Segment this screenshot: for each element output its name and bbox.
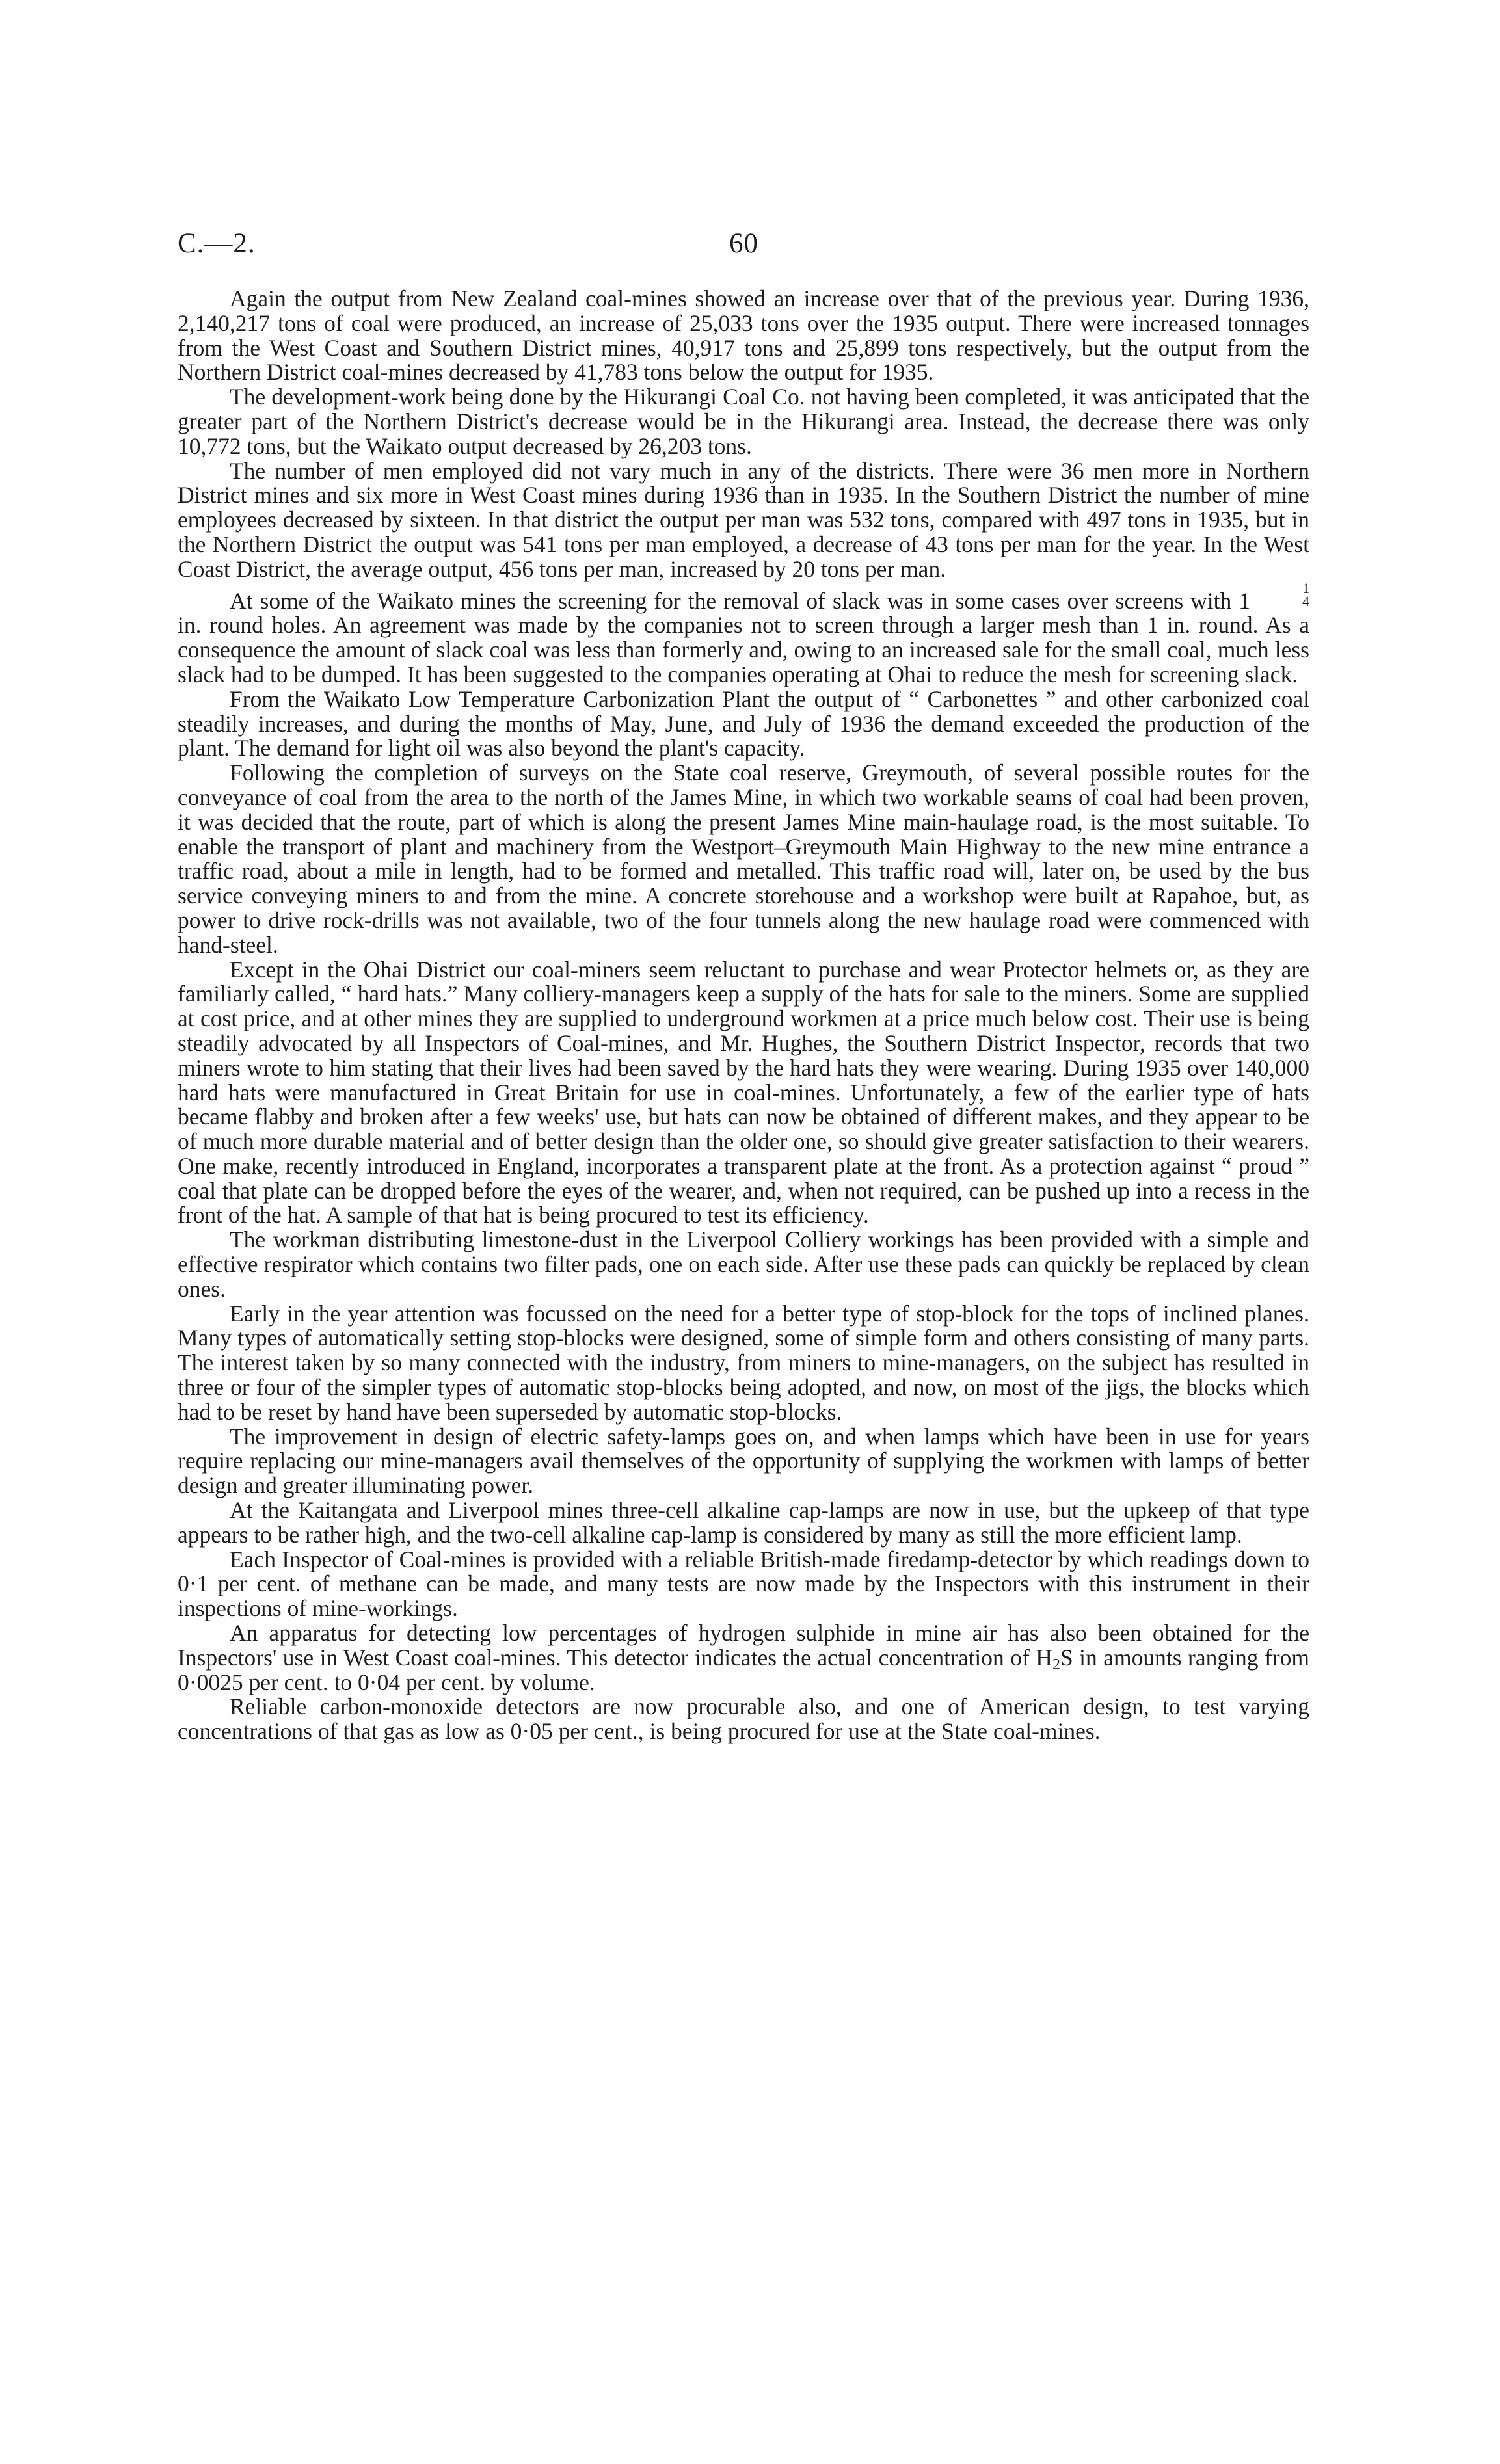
paragraph-coal-output: Again the output from New Zealand coal-mines showed an increase over that of the previous year. During 1936, 2,140,217 tons of coal were produced, an increase of 25,033 tons over the 1935 output. There were increased tonnages from the West Coast and Southern District mines, 40,917 tons and 25,899 tons respectively, but the output from the Northern District coal-mines decreased by 41,783 tons below the output for 1935. [178, 285, 1309, 386]
paragraph-stop-blocks: Early in the year attention was focussed on the need for a better type of stop-block for the tops of inclined planes. Many types of automatically setting stop-blocks were designed, some of simple form and others consisting of many parts. The interest taken by so many connected with the industry, from miners to mine-managers, on the subject has resulted in three or four of the simpler types of automatic stop-blocks being adopted, and now, on most of the jigs, the blocks which had to be reset by hand have been superseded by automatic stop-blocks. [178, 1300, 1309, 1425]
subscript-two: 2 [1052, 1656, 1060, 1673]
fraction-numerator: 1 [1302, 579, 1309, 596]
paragraph-h2s-part-a: An apparatus for detecting low percentages of hydrogen sulphide in mine air has also been obtained for the Inspectors' use in West Coast coal-mines. This detector indicates the actual concentration of H [178, 1620, 1309, 1671]
paragraph-carbon-monoxide: Reliable carbon-monoxide detectors are now procurable also, and one of American design, to test varying concentrations of that gas as low as 0·05 per cent., is being procured for use at the State coal-mines. [178, 1693, 1309, 1745]
paragraph-state-coal-reserve: Following the completion of surveys on the State coal reserve, Greymouth, of several possible routes for the conveyance of coal from the area to the north of the James Mine, in which two workable seams of coal had been proven, it was decided that the route, part of which is along the present James Mine main-haulage road, is the most suitable. To enable the transport of plant and machinery from the Westport–Greymouth Main Highway to the new mine entrance a traffic road, about a mile in length, had to be formed and metalled. This traffic road will, later on, be used by the bus service conveying miners to and from the mine. A concrete storehouse and a workshop were built at Rapahoe, but, as power to drive rock-drills was not available, two of the four tunnels along the new haulage road were commenced with hand-steel. [178, 760, 1309, 958]
fraction-denominator: 4 [1302, 592, 1309, 609]
paragraph-cap-lamps: At the Kaitangata and Liverpool mines three-cell alkaline cap-lamps are now in use, but the upkeep of that type appears to be rather high, and the two-cell alkaline cap-lamp is considered by many as still the more efficient lamp. [178, 1497, 1309, 1548]
page-header [178, 228, 1309, 267]
paragraph-employment: The number of men employed did not vary much in any of the districts. There were 36 men more in Northern District mines and six more in West Coast mines during 1936 than in 1935. In the Southern District the number of mine employees decreased by sixteen. In that district the output per man was 532 tons, compared with 497 tons in 1935, but in the Northern District the output was 541 tons per man employed, a decrease of 43 tons per man for the year. In the West Coast District, the average output, 456 tons per man, increased by 20 tons per man. [178, 457, 1309, 582]
paragraph-safety-lamps: The improvement in design of electric safety-lamps goes on, and when lamps which have been in use for years require replacing our mine-managers avail themselves of the opportunity of supplying the workmen with lamps of better design and greater illuminating power. [178, 1423, 1309, 1499]
paragraph-screening [178, 579, 1309, 687]
paragraph-screening-part-a: At some of the Waikato mines the screening for the removal of slack was in some cases over screens with 1 [230, 587, 1250, 614]
paragraph-h2s-part-b: S in amounts ranging from 0·0025 per cent. to 0·04 per cent. by volume. [178, 1644, 1309, 1695]
fraction-quarter [1250, 579, 1309, 609]
paragraph-respirator: The workman distributing limestone-dust in the Liverpool Colliery workings has been provided with a simple and effective respirator which contains two filter pads, one on each side. After use these pads can quickly be replaced by clean ones. [178, 1226, 1309, 1302]
body-text [178, 287, 1309, 1744]
paragraph-carbonization: From the Waikato Low Temperature Carbonization Plant the output of “ Carbonettes ” and other carbonized coal steadily increases, and during the months of May, June, and July of 1936 the demand exceeded the production of the plant. The demand for light oil was also beyond the plant's capacity. [178, 685, 1309, 762]
paragraph-screening-part-b: in. round holes. An agreement was made by the companies not to screen through a larger mesh than 1 in. round. As a consequence the amount of slack coal was less than formerly and, owing to an increased sale for the small coal, much less slack had to be dumped. It has been suggested to the companies operating at Ohai to reduce the mesh for screening slack. [178, 612, 1309, 687]
paragraph-hard-hats: Except in the Ohai District our coal-miners seem reluctant to purchase and wear Protector helmets or, as they are familiarly called, “ hard hats.” Many colliery-managers keep a supply of the hats for sale to the miners. Some are supplied at cost price, and at other mines they are supplied to underground workmen at a price much below cost. Their use is being steadily advocated by all Inspectors of Coal-mines, and Mr. Hughes, the Southern District Inspector, records that two miners wrote to him stating that their lives had been saved by the hard hats they were wearing. During 1935 over 140,000 hard hats were manufactured in Great Britain for use in coal-mines. Unfortunately, a few of the earlier type of hats became flabby and broken after a few weeks' use, but hats can now be obtained of different makes, and they appear to be of much more durable material and of better design than the older one, so should give greater satisfaction to their wearers. One make, recently introduced in England, incorporates a transparent plate at the front. As a protection against “ proud ” coal that plate can be dropped before the eyes of the wearer, and, when not required, can be pushed up into a recess in the front of the hat. A sample of that hat is being procured to test its efficiency. [178, 956, 1309, 1228]
paragraph-firedamp-detector: Each Inspector of Coal-mines is provided with a reliable British-made firedamp-detector by which readings down to 0·1 per cent. of methane can be made, and many tests are now made by the Inspectors with this instrument in their inspections of mine-workings. [178, 1546, 1309, 1622]
document-reference: C.—2. [178, 228, 256, 259]
paragraph-hydrogen-sulphide [178, 1621, 1309, 1695]
page-number: 60 [729, 228, 758, 259]
paragraph-hikurangi: The development-work being done by the Hikurangi Coal Co. not having been completed, it was anticipated that the greater part of the Northern District's decrease would be in the Hikurangi area. Instead, the decrease there was only 10,772 tons, but the Waikato output decreased by 26,203 tons. [178, 384, 1309, 459]
